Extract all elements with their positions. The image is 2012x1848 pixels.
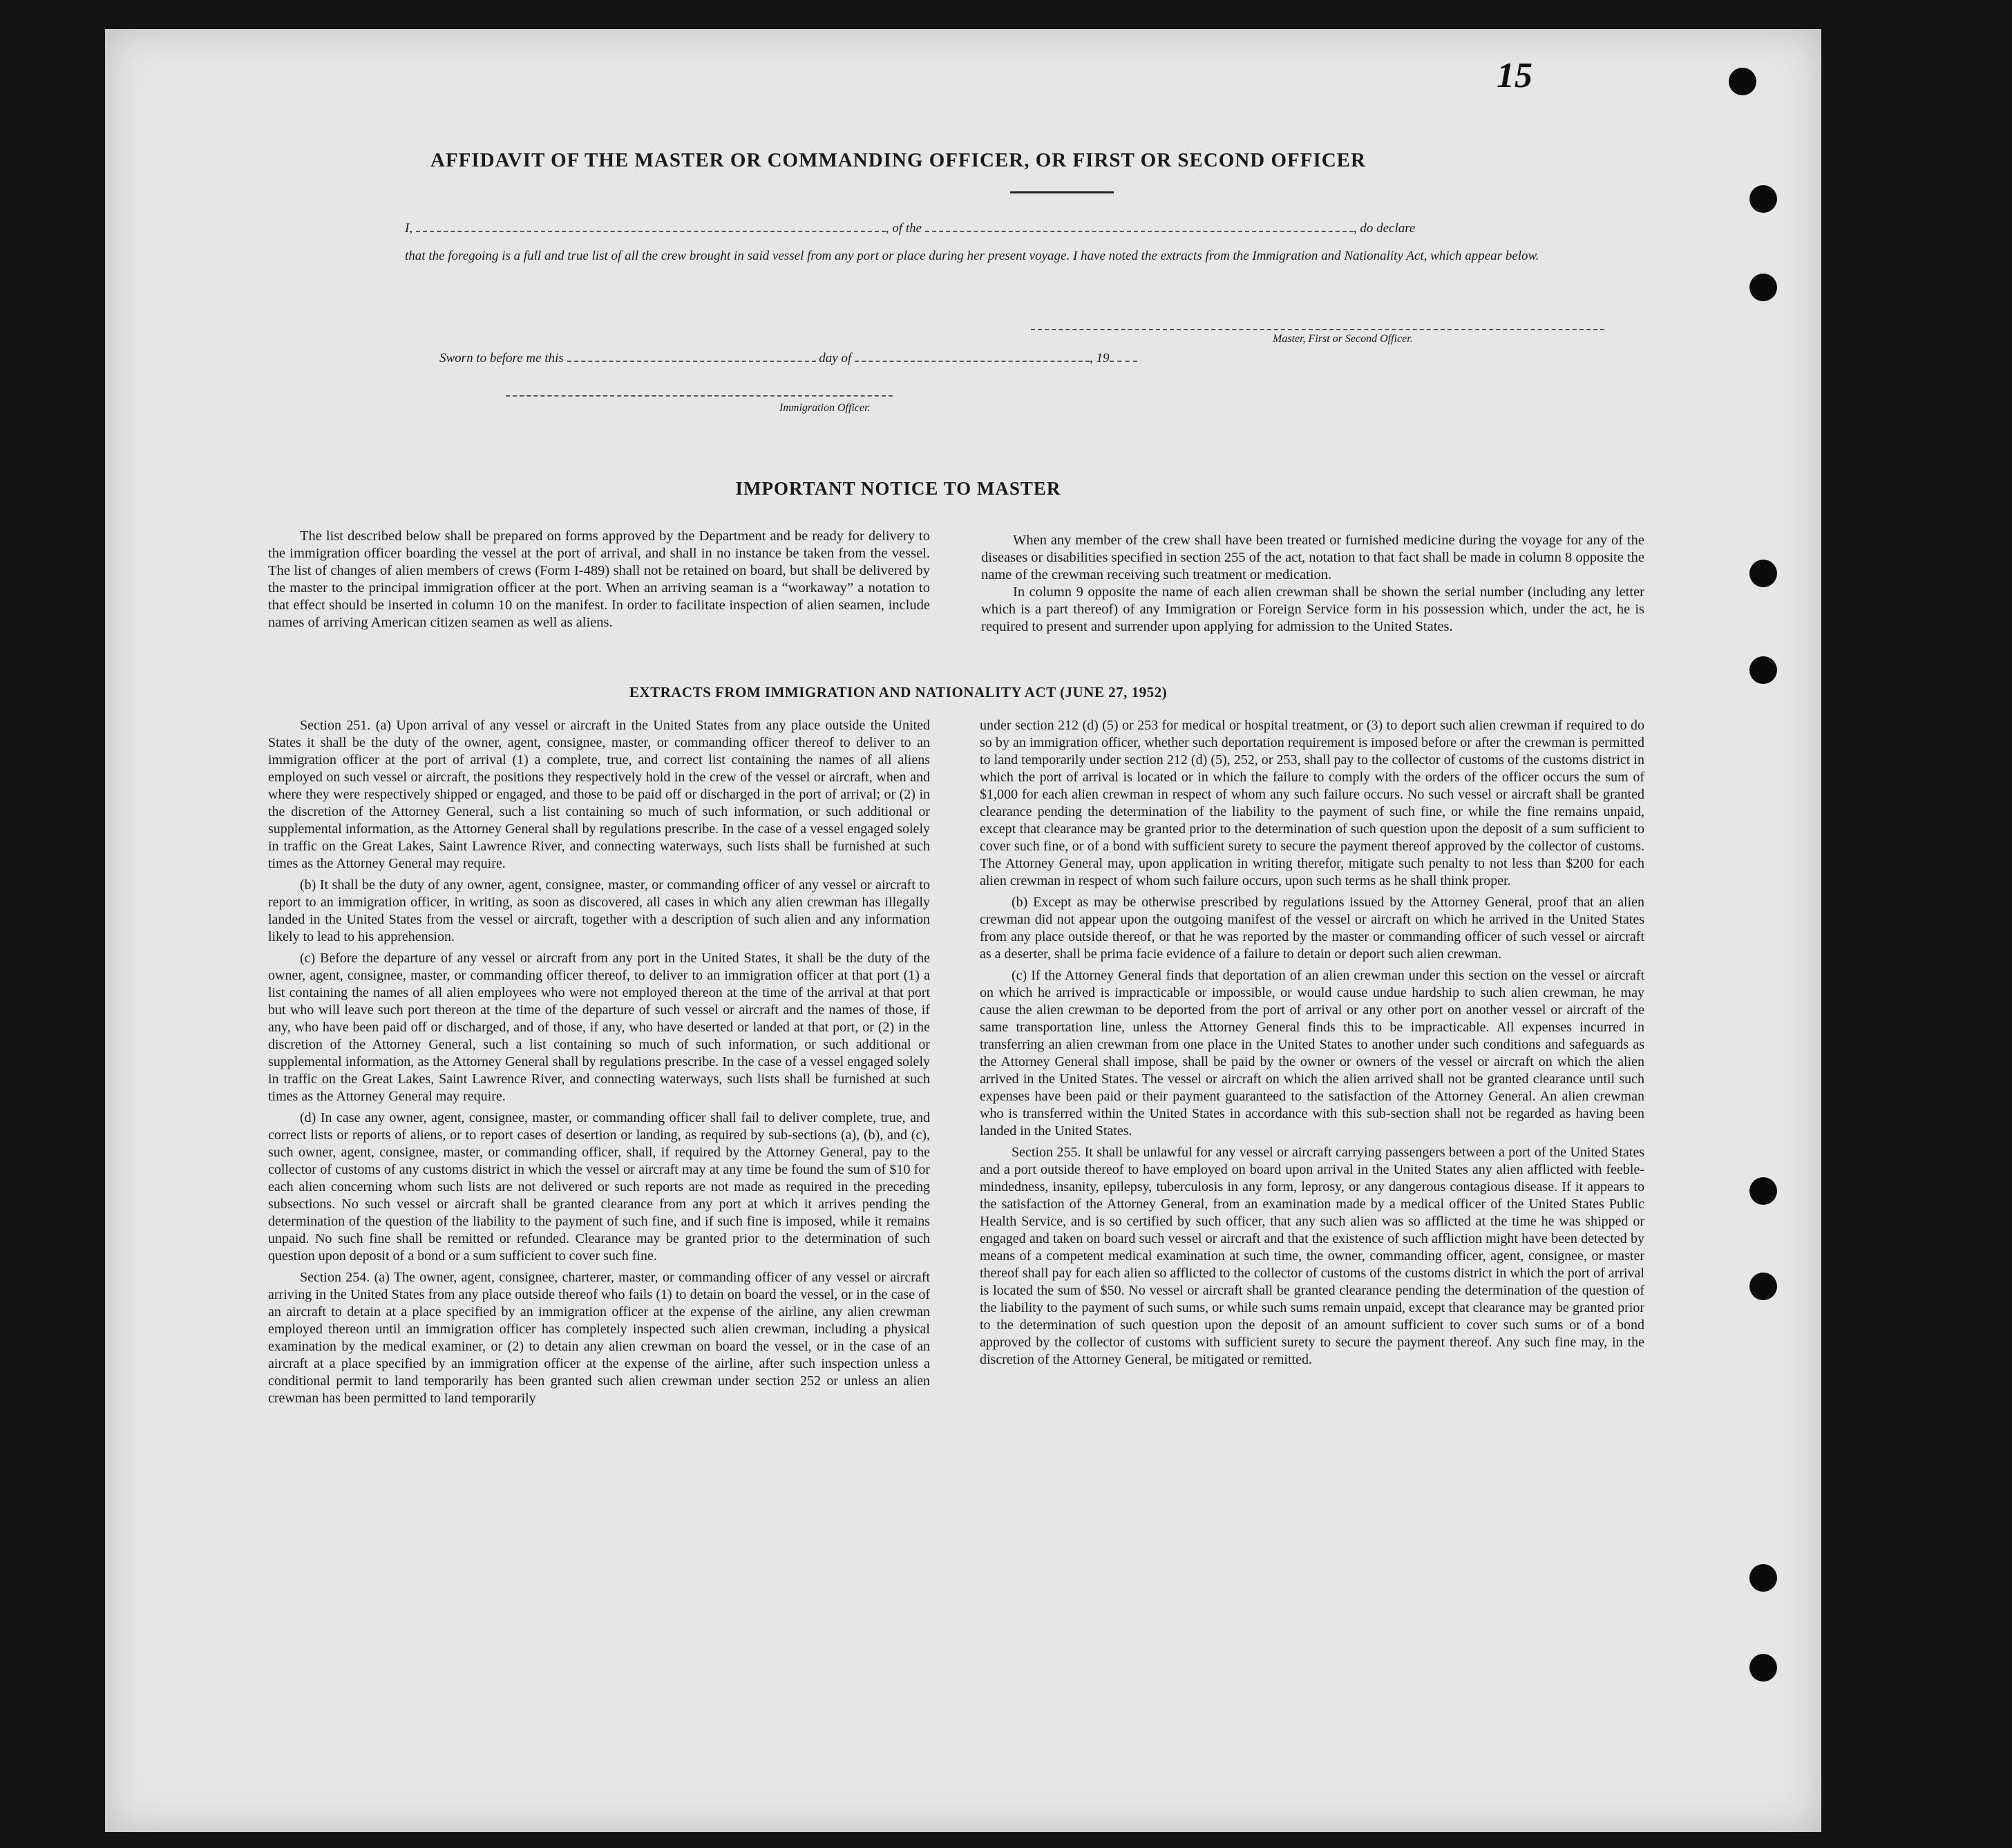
sworn-month-field[interactable] — [855, 348, 1090, 362]
punch-hole — [1749, 560, 1777, 587]
sworn-year-field[interactable] — [1110, 348, 1137, 362]
punch-hole — [1749, 656, 1777, 684]
handwritten-page-number: 15 — [1497, 56, 1532, 95]
notice-left-column — [268, 528, 930, 631]
punch-hole — [1749, 274, 1777, 301]
notice-title: IMPORTANT NOTICE TO MASTER — [735, 478, 1061, 499]
do-declare-label: , do declare — [1353, 221, 1416, 236]
act-left-column — [268, 717, 930, 1411]
master-signature-line[interactable] — [1031, 329, 1604, 330]
notice-paragraph: In column 9 opposite the name of each alien crewman shall be shown the serial number (including any letter which is a part thereof) of any Immigration or Foreign Service form in his possession which, under the act, he is required to present and surrender upon applying for admission to the United States. — [981, 584, 1644, 634]
section-254a: Section 254. (a) The owner, agent, consignee, charterer, master, or commanding officer of any vessel or aircraft arriving in the United States from any place outside thereof who fails (1) to detain on board the vessel, or in the case of an aircraft to detain at a place specified by an immigration officer at the expense of the airline, any alien crewman employed thereon until an immigration officer has completely inspected such alien crewman, including a physical examination by the medical examiner, or (2) to detain any alien crewman on board the vessel, or in the case of an aircraft at a place specified by an immigration officer at the expense of the airline, after such inspection unless a conditional permit to land temporarily has been granted such alien crewman under section 252 or unless an alien crewman has been permitted to land temporarily — [268, 1270, 930, 1406]
section-251a: Section 251. (a) Upon arrival of any vessel or aircraft in the United States from any place outside the United States it shall be the duty of the owner, agent, consignee, master, or commanding officer thereof to deliver to an immigration officer at the port of arrival (1) a complete, true, and correct list containing the names of all aliens employed on such vessel or aircraft, the positions they respectively hold in the crew of the vessel or aircraft, when and where they were respectively shipped or engaged, and those to be paid off or discharged in the port of arrival; or (2) in the discretion of the Attorney General, such a list containing so much of such information, or such additional or supplemental information, as the Attorney General shall by regulations prescribe. In the case of a vessel engaged solely in traffic on the Great Lakes, Saint Lawrence River, and connecting waterways, such lists shall be furnished at such times as the Attorney General may require. — [268, 718, 930, 871]
punch-hole — [1749, 1177, 1777, 1205]
section-251d: (d) In case any owner, agent, consignee, master, or commanding officer shall fail to deliver complete, true, and correct lists or reports of aliens, or to report cases of desertion or landing, as required by sub-sections (a), (b), and (c), such owner, agent, consignee, master, or commanding officer, shall, if required by the Attorney General, pay to the collector of customs of any customs district in which the vessel or aircraft may at any time be found the sum of $10 for each alien concerning whom such lists are not delivered or such reports are not made as required in the preceding subsections. No such vessel or aircraft shall be granted clearance from any port at which it arrives pending the determination of the question of the liability to the payment of such fine, and if such fine is imposed, while it remains unpaid. No such fine shall be remitted or refunded. Clearance may be granted prior to the determination of such question upon deposit of a bond or a sum sufficient to cover such fine. — [268, 1110, 930, 1264]
notice-paragraph: The list described below shall be prepared on forms approved by the Department and be ready for delivery to the immigration officer boarding the vessel at the port of arrival, and shall in no instance be taken from the vessel. The list of changes of alien members of crews (Form I-489) shall not be retained on board, but shall be delivered by the master to the principal immigration officer at the port. When an arriving seaman is a “workaway” a notation to that effect should be inserted in column 10 on the manifest. In order to facilitate inspection of alien seamen, include names of arriving American citizen seamen as well as aliens. — [268, 528, 930, 630]
section-254b: (b) Except as may be otherwise prescribed by regulations issued by the Attorney General, proof that an alien crewman did not appear upon the outgoing manifest of the vessel or aircraft on which he arrived in the United States from any place outside thereof, or that he was reported by the master or commanding officer of such vessel or aircraft as a deserter, shall be prima facie evidence of a failure to detain or deport such alien crewman. — [980, 895, 1644, 962]
sworn-day-field[interactable] — [567, 348, 816, 362]
sworn-line — [439, 348, 1137, 366]
affidavit-title: AFFIDAVIT OF THE MASTER OR COMMANDING OFFICER, OR FIRST OR SECOND OFFICER — [430, 149, 1366, 171]
punch-hole — [1749, 1273, 1777, 1300]
of-the-label: , of the — [885, 221, 922, 236]
punch-hole — [1729, 68, 1756, 95]
act-right-column — [980, 717, 1644, 1373]
section-254a-continued: under section 212 (d) (5) or 253 for medical or hospital treatment, or (3) to deport such alien crewman if required to do so by an immigration officer, whether such deportation requirement is imposed before or after the crewman is permitted to land temporarily under section 212 (d) (5), 252, or 253, shall pay to the collector of customs of the customs district in which the port of arrival is located or in which the failure to comply with the orders of the officer occurs the sum of $1,000 for each alien crewman in respect of whom any such failure occurs. No such vessel or aircraft shall be granted clearance pending the determination of the liability to the payment of such fine, or while the fine remains unpaid, except that clearance may be granted prior to the determination of such question upon the deposit of a sum sufficient to cover such fine, or of a bond with sufficient surety to secure the payment thereof approved by the collector of customs. The Attorney General may, upon application in writing therefor, mitigate such penalty to not less than $200 for each alien crewman in respect of whom such failure occurs, upon such terms as he shall think proper. — [980, 718, 1644, 888]
declaration-text: that the foregoing is a full and true list of all the crew brought in said vessel from any port or place during her present voyage. I have noted the extracts from the Immigration and Nationality Act, which appear below. — [405, 249, 1539, 263]
punch-hole — [1749, 1564, 1777, 1592]
immigration-officer-label: Immigration Officer. — [779, 402, 871, 414]
day-of-label: day of — [819, 351, 852, 365]
declaration-line — [405, 217, 1607, 240]
vessel-name-field[interactable] — [925, 218, 1354, 232]
sworn-label: Sworn to before me this — [439, 351, 564, 365]
extracts-title: EXTRACTS FROM IMMIGRATION AND NATIONALITY ACT (JUNE 27, 1952) — [629, 684, 1168, 701]
title-underline — [1010, 191, 1114, 193]
section-254c: (c) If the Attorney General finds that deportation of an alien crewman under this section on the vessel or aircraft on which he arrived is impracticable or impossible, or would cause undue hardship to such alien crewman, he may cause the alien crewman to be deported from the port of arrival or any other port on another vessel or aircraft of the same transportation line, unless the Attorney General finds this to be impracticable. All expenses incurred in transferring an alien crewman from one place in the United States to another under such conditions and safeguards as the Attorney General shall impose, shall be paid by the owner or owners of the vessel or aircraft on which the alien arrived in the United States. The vessel or aircraft on which the alien arrived shall not be granted clearance until such expenses have been paid or their payment guaranteed to the satisfaction of the Attorney General. An alien crewman who is transferred within the United States in accordance with this sub-section shall not be regarded as having been landed in the United States. — [980, 968, 1644, 1139]
year-label: , 19 — [1090, 351, 1110, 365]
notice-right-column — [981, 532, 1644, 636]
immigration-officer-signature-line[interactable] — [506, 395, 893, 397]
master-signature-label: Master, First or Second Officer. — [1273, 333, 1413, 345]
i-label: I, — [405, 221, 413, 236]
section-255: Section 255. It shall be unlawful for any vessel or aircraft carrying passengers between a port of the United States and a port outside thereof to have employed on board upon arrival in the United States any alien afflicted with feeble-mindedness, insanity, epilepsy, tuberculosis in any form, leprosy, or any dangerous contagious disease. If it appears to the satisfaction of the Attorney General, from an examination made by a medical officer of the United States Public Health Service, and is so certified by such officer, that any such alien was so afflicted at the time he was shipped or engaged and taken on board such vessel or aircraft and that the existence of such affliction might have been detected by means of a competent medical examination at such time, the owner, commanding officer, agent, consignee, or master thereof shall pay for each alien so afflicted to the collector of customs of the customs district in which the port of arrival is located the sum of $50. No vessel or aircraft shall be granted clearance pending the determination of the question of the liability to the payment of such sums, or while such sums remain unpaid, except that clearance may be granted prior to the determination of such question upon the deposit of an amount sufficient to cover such sums or of a bond approved by the collector of customs with sufficient surety to secure the payment thereof. Any such fine may, in the discretion of the Attorney General, be mitigated or remitted. — [980, 1145, 1644, 1367]
document-page — [105, 29, 1821, 1832]
section-251c: (c) Before the departure of any vessel or aircraft from any port in the United States, it shall be the duty of the owner, agent, consignee, master, or commanding officer thereof, to deliver to an immigration officer at that port (1) a list containing the names of all alien employees who were not employed thereon at the time of the arrival at that port but who will leave such port thereon at the time of the departure of such vessel or aircraft and the names of those, if any, who have been paid off or discharged, and of those, if any, who have deserted or landed at that port, or (2) in the discretion of the Attorney General, such a list containing so much of such information, or such additional or supplemental information, as the Attorney General shall by regulations prescribe. In the case of a vessel engaged solely in traffic on the Great Lakes, Saint Lawrence River, and connecting waterways, such lists shall be furnished at such times as the Attorney General may require. — [268, 951, 930, 1104]
notice-paragraph: When any member of the crew shall have been treated or furnished medicine during the voyage for any of the diseases or disabilities specified in section 255 of the act, notation to that fact shall be made in column 8 opposite the name of the crewman receiving such treatment or medication. — [981, 533, 1644, 582]
officer-name-field[interactable] — [416, 218, 886, 232]
section-251b: (b) It shall be the duty of any owner, agent, consignee, master, or commanding officer of any vessel or aircraft to report to an immigration officer, in writing, as soon as discovered, all cases in which any alien crewman has illegally landed in the United States from the vessel or aircraft, together with a description of such alien and any information likely to lead to his apprehension. — [268, 877, 930, 944]
punch-hole — [1749, 185, 1777, 213]
punch-hole — [1749, 1654, 1777, 1682]
